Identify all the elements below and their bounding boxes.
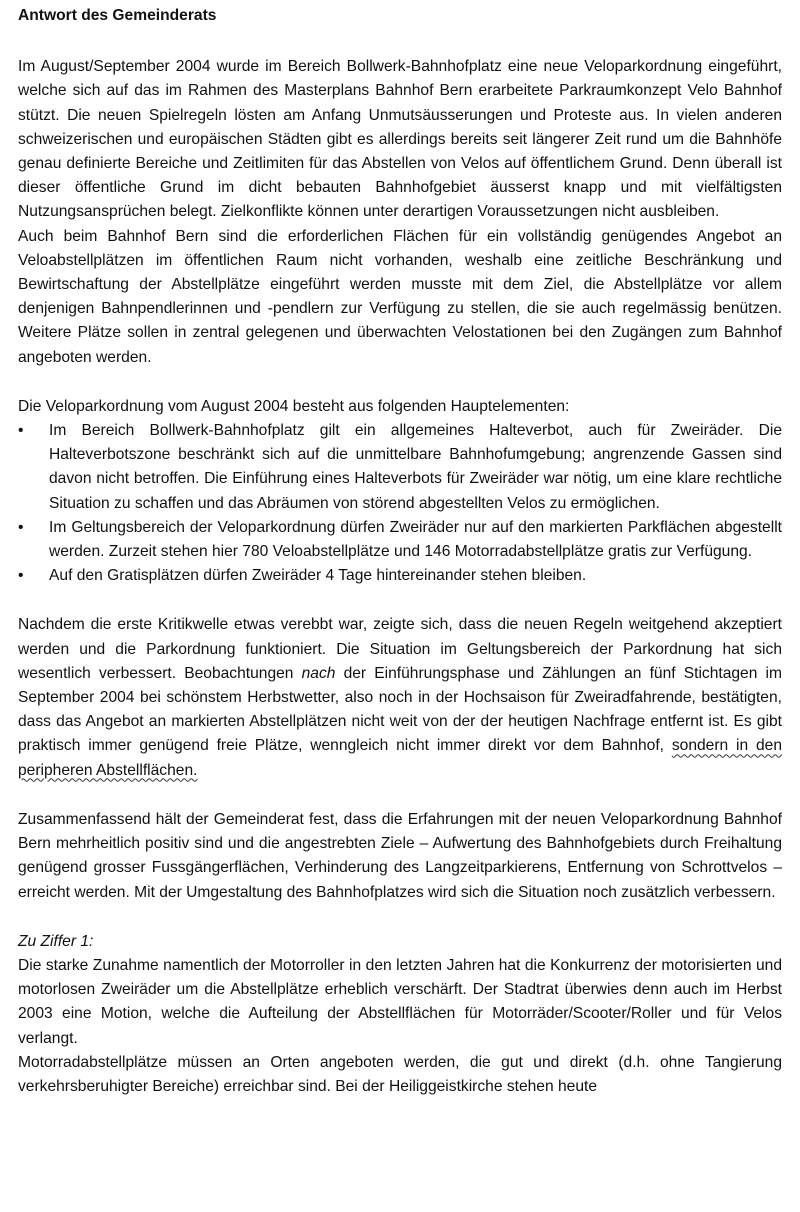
paragraph-kritikwelle [18, 613, 782, 782]
list-item [18, 419, 782, 516]
paragraph-kritikwelle-part-b: der Einführungsphase und Zählungen an fünf Stichtagen im September 2004 bei schönstem Herbstwetter, also noch in der Hochsaison für Zweiradfahrende, bestätigten, dass das Angebot an markierten Abstellplätzen nicht weit von der der heutigen Nachfrage entfernt ist. Es gibt praktisch immer genügend freie Plätze, wenngleich nicht immer direkt vor dem Bahnhof, [18, 664, 782, 755]
paragraph-kritikwelle-part-a: Nachdem die erste Kritikwelle etwas verebbt war, zeigte sich, dass die neuen Regeln weitgehend akzeptiert werden und die Parkordnung funktioniert. Die Situation im Geltungsbereich der Parkordnung hat sich wesentlich verbessert. Beobachtungen [18, 616, 782, 682]
paragraph-motorroller: Die starke Zunahme namentlich der Motorroller in den letzten Jahren hat die Konkurrenz der motorisierten und motorlosen Zweiräder um die Abstellplätze erheblich verschärft. Der Stadtrat überwies denn auch im Herbst 2003 eine Motion, welche die Aufteilung der Abstellflächen für Motorräder/Scooter/Roller und für Velos verlangt. [18, 956, 782, 1047]
paragraph-motorradabstellplaetze: Motorradabstellplätze müssen an Orten angeboten werden, die gut und direkt (d.h. ohne Tangierung verkehrsberuhigter Bereiche) erreichbar sind. Bei der Heiliggeistkirche stehen heute [18, 1053, 782, 1095]
bullet-icon: • [18, 422, 24, 440]
bullet-list [18, 419, 782, 588]
marked-phrase: sondern in den peripheren Abstellflächen. [18, 737, 783, 779]
list-item-text: Im Geltungsbereich der Veloparkordnung dürfen Zweiräder nur auf den markierten Parkflächen abgestellt werden. Zurzeit stehen hier 780 Veloabstellplätze und 146 Motorradabstellplätze gratis zur Verfügung. [49, 518, 782, 561]
bullet-icon: • [18, 567, 24, 585]
section-subheading-ziffer-1: Zu Ziffer 1: [18, 932, 94, 950]
list-item [18, 516, 782, 564]
italic-word-nach: nach [301, 664, 336, 682]
bullet-icon: • [18, 518, 24, 536]
list-item [18, 564, 782, 588]
list-item-text: Im Bereich Bollwerk-Bahnhofplatz gilt ein allgemeines Halteverbot, auch für Zweiräder. Die Halteverbotszone beschränkt sich auf die unmittelbare Bahnhofumgebung; angrenzende Gassen sind davon nicht betroffen. Die Einführung eines Halteverbots für Zweiräder war nötig, um eine klare rechtliche Situation zu schaffen und das Abräumen von störend abgestellten Velos zu ermöglichen. [49, 422, 782, 512]
paragraph-intro: Im August/September 2004 wurde im Bereich Bollwerk-Bahnhofplatz eine neue Veloparkordnung eingeführt, welche sich auf das im Rahmen des Masterplans Bahnhof Bern erarbeitete Parkraumkonzept Velo Bahnhof stützt. Die neuen Spielregeln lösten am Anfang Unmutsäusserungen und Proteste aus. In vielen anderen schweizerischen und europäischen Städten gibt es allerdings bereits seit längerer Zeit rund um die Bahnhöfe genau definierte Bereiche und Zeitlimiten für das Abstellen von Velos auf öffentlichem Grund. Denn überall ist dieser öffentliche Grund im dicht bebauten Bahnhofgebiet äusserst knapp und mit vielfältigsten Nutzungsansprüchen belegt. Zielkonflikte können unter derartigen Voraussetzungen nicht ausbleiben. [18, 58, 782, 221]
document-page [18, 4, 782, 1099]
paragraph-bahnhof-bern: Auch beim Bahnhof Bern sind die erforderlichen Flächen für ein vollständig genügendes Angebot an Veloabstellplätzen im öffentlichen Raum nicht vorhanden, weshalb eine zeitliche Beschränkung und Bewirtschaftung der Abstellplätze eingeführt werden musste mit dem Ziel, die Abstellplätze vor allem denjenigen Bahnpendlerinnen und -pendlern zur Verfügung zu stellen, die sie auch regelmässig benützen. Weitere Plätze sollen in zentral gelegenen und überwachten Velostationen bei den Zugängen zum Bahnhof angeboten werden. [18, 227, 782, 366]
paragraph-hauptelemente: Die Veloparkordnung vom August 2004 besteht aus folgenden Hauptelementen: [18, 397, 570, 415]
paragraph-zusammenfassend: Zusammenfassend hält der Gemeinderat fest, dass die Erfahrungen mit der neuen Veloparkordnung Bahnhof Bern mehrheitlich positiv sind und die angestrebten Ziele – Aufwertung des Bahnhofgebiets durch Freihaltung genügend grosser Fussgängerflächen, Verhinderung des Langzeitparkierens, Entfernung von Schrottvelos – erreicht werden. Mit der Umgestaltung des Bahnhofplatzes wird sich die Situation noch zusätzlich verbessern. [18, 810, 782, 901]
document-heading: Antwort des Gemeinderats [18, 7, 217, 24]
list-item-text: Auf den Gratisplätzen dürfen Zweiräder 4 Tage hintereinander stehen bleiben. [49, 567, 587, 585]
